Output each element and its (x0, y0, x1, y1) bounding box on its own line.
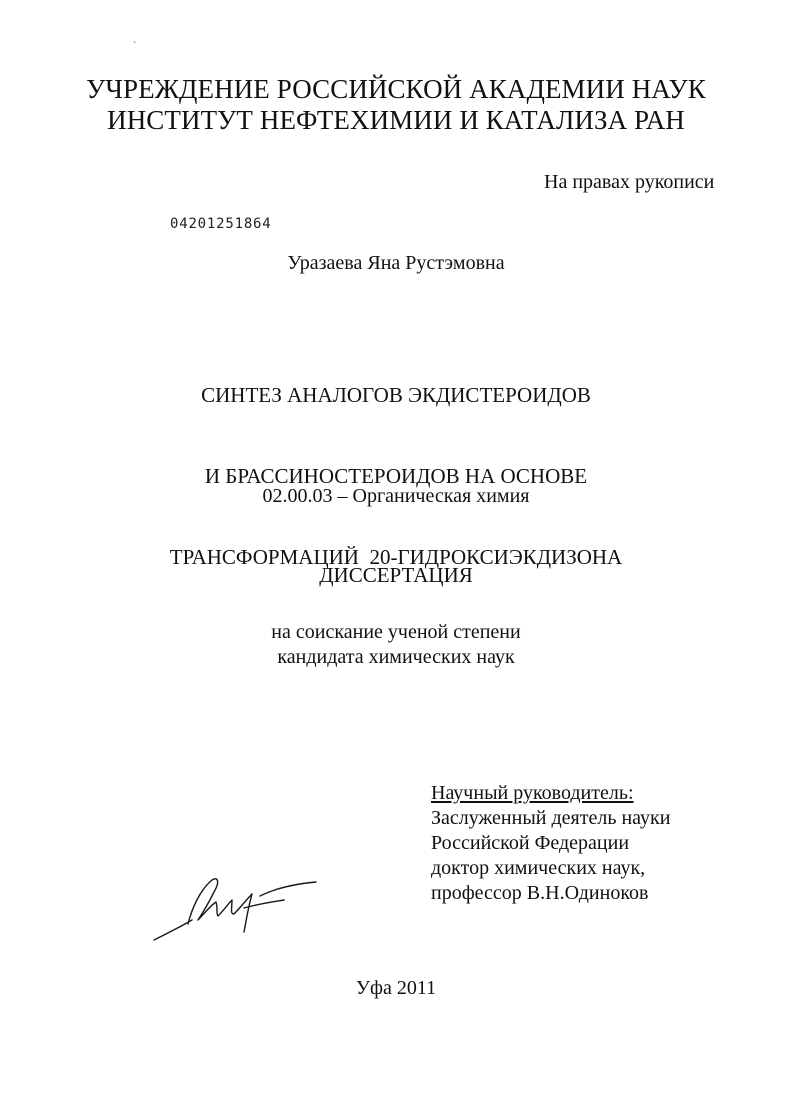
specialty: 02.00.03 – Органическая химия (262, 485, 530, 507)
supervisor-heading: Научный руководитель: (431, 782, 634, 804)
degree-block (0, 620, 792, 670)
city-year: Уфа 2011 (355, 977, 437, 999)
dissertation-title (0, 328, 792, 598)
supervisor-block (431, 781, 670, 906)
rights-notice: На правах рукописи (544, 171, 715, 193)
title-line-1: СИНТЕЗ АНАЛОГОВ ЭКДИСТЕРОИДОВ (201, 383, 591, 407)
supervisor-line-3: доктор химических наук, (431, 857, 646, 879)
supervisor-line-1: Заслуженный деятель науки (431, 807, 671, 829)
handwritten-signature (148, 868, 318, 948)
institution-line-1: УЧРЕЖДЕНИЕ РОССИЙСКОЙ АКАДЕМИИ НАУК (86, 74, 706, 104)
document-type: ДИССЕРТАЦИЯ (319, 563, 473, 587)
author-name: Уразаева Яна Рустэмовна (287, 252, 505, 274)
degree-line-1: на соискание ученой степени (271, 621, 521, 643)
institution-line-2: ИНСТИТУТ НЕФТЕХИМИИ И КАТАЛИЗА РАН (107, 105, 685, 135)
title-line-3: ТРАНСФОРМАЦИЙ 20-ГИДРОКСИЭКДИЗОНА (169, 545, 623, 569)
title-line-2: И БРАССИНОСТЕРОИДОВ НА ОСНОВЕ (204, 464, 588, 488)
degree-line-2: кандидата химических наук (277, 646, 515, 668)
supervisor-line-2: Российской Федерации (431, 832, 630, 854)
supervisor-line-4: профессор В.Н.Одиноков (431, 882, 649, 904)
scan-mark: ` (133, 41, 137, 52)
document-number: 04201251864 (170, 216, 272, 232)
institution-header (0, 74, 792, 136)
